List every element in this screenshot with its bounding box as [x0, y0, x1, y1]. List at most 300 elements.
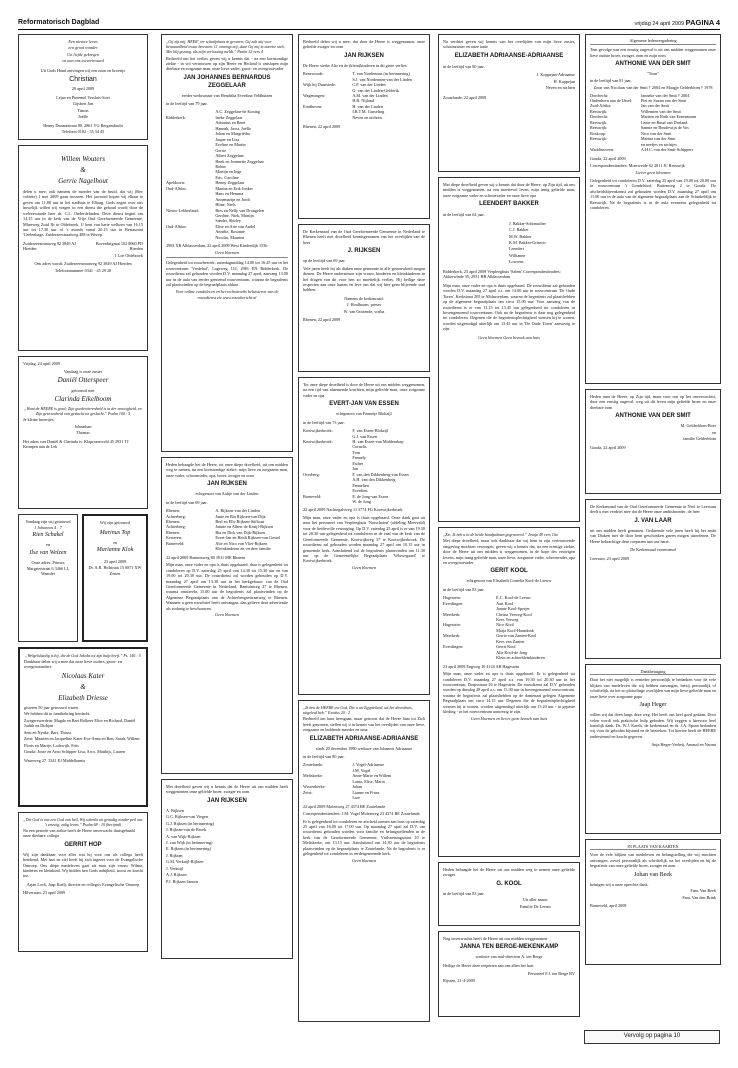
- family-member: P.J. Rijksen-Jansen: [166, 878, 198, 884]
- obituary-adriaanse-sister: [438, 34, 580, 172]
- family-row: [166, 546, 288, 551]
- family-row: [303, 115, 425, 120]
- section-title: Dankbetuiging: [590, 669, 716, 675]
- address: Het adres van Daniël & Clarinda is: Klaprozenveld 45 2931 TJ Krimpen aan de Lek: [23, 438, 129, 450]
- address: 22 april 2009 Bantuinweg 80 3911 ME Rhenen: [166, 554, 246, 560]
- bride-name: Marianne Klok: [96, 547, 134, 554]
- family-place: Eindhoven:: [303, 103, 323, 109]
- body: uit ons midden heeft genomen. Gedurende vele jaren heeft hij het ambt van Diaken met de door hem geschonken gaven mogen uitoefenen. De Heere bekrachtige deze roepstem aan ons harte.: [590, 527, 716, 544]
- address: 2983 XR Alblasserdam, 22 april 2009 West Kinderdijk 153b: [166, 243, 268, 249]
- funeral-details: Mijn man, onze vader en opa is thuis opgebaard. De rouwdienst zal gehouden worden D.V. maandag 27 april a.s. om 14.00 uur in rouwcentrum 'De Oude Toren', Kerkstraat 205 te Alblasserdam, waarna de begrafenis zal plaatshebben op de algemene begraafplaats om circa 15.00 uur. Voor aanvang van de rouwdienst is er van 13.15 tot 13.45 uur gelegenheid tot condoleren in bovengenoemd rouwcentrum. Ook na de begrafenis is daar nog gelegenheid tot condoleren. Degenen die de begrafenisplechtigheid wensen bij te wonen, worden uitgenodigd uiterlijk om 13.45 uur in 'De Oude Toren' aanwezig te zijn.: [443, 282, 575, 332]
- family-member: Gerrie van Zanten-Kool: [496, 633, 537, 639]
- intro: Bedroefd om haar heengaan, maar getroost dat de Heere haar tot Zich heeft genomen, stellen wij u in kennis van het overlijden van onze lieve, zorgzame en biddende moeder en oma: [303, 716, 425, 733]
- family-member: Hiine, Niels: [215, 202, 236, 208]
- signature: Fam. Van den Brink: [682, 894, 716, 900]
- wife-name: Elizabeth Driesse: [58, 693, 108, 702]
- and: en: [46, 542, 50, 548]
- family-member: G.M. Verkuijl-Rijksen: [166, 859, 204, 865]
- spouse-note: eerder weduwnaar van Hendrika Everdina Veldhuizen: [181, 92, 273, 98]
- family-line: Sem en Nynke, Bart, Thirza: [24, 729, 71, 735]
- obituary-van-der-smit: [585, 34, 721, 384]
- family-line: Zwagerswerdein: Magda en Bart Bolkeer Elise en Richard, Daniël Judith en Dirkjan: [24, 717, 136, 729]
- family-row: [303, 499, 425, 504]
- and: en: [113, 539, 117, 545]
- poem-line: een groot wonder: [68, 45, 98, 51]
- family-member: Eric, Caroline: [215, 174, 239, 180]
- intro: Nog onverwachts heeft de Heere uit ons midden weggenomen: [443, 936, 548, 941]
- obituary-kool: [438, 527, 580, 857]
- family-member: Fennelien: [352, 482, 369, 488]
- deceased-name: ANTHONIE VAN DER SMIT: [615, 413, 691, 420]
- family-list: [166, 109, 288, 240]
- flowers-note: Geen bloemen: [351, 857, 377, 863]
- family-member: Martien en Ruth van Eenennaam: [640, 114, 696, 120]
- family-member: J. Rijksen-van de Broek: [166, 827, 207, 833]
- flowers-note: Geen bloemen: [214, 249, 240, 255]
- family-place: Everdingen:: [443, 644, 464, 650]
- signature: H. Koppejan: [553, 78, 575, 84]
- signature: Fam. Van Beek: [690, 888, 716, 894]
- body: Vele jaren heeft hij als diaken onze gemeente in alle getrouwheid mogen dienen. De Heere ondersteune zijn vrouw, kinderen en kleinkinderen in het dragen van dit voor hen zo moeitelijk verlies. Hij heilige deze respecten aan onze harten en leve ons dat wij hier geen blijvende stad hebben.: [303, 265, 425, 293]
- age: in de leeftijd van 83 jaar.: [443, 586, 485, 592]
- verse: „Zie, Ik heb u in de beide handpalmen gegraveerd.” Jesaja 49 vers 16a: [443, 532, 558, 537]
- deceased-name: J. VAN LAAR: [634, 517, 672, 524]
- family-row: [590, 147, 716, 152]
- family-member: Sannie en Boudewijn de Vos: [640, 125, 689, 131]
- column-5: [585, 34, 721, 1030]
- family-member: Fennely: [352, 455, 366, 461]
- intro: Met droefheid geven wij u kennis dat de Heere uit ons midden heeft weggenomen onze geliefde broer, zwager en oom: [166, 784, 288, 795]
- spouse-note: echtgenoot van Elisabeth Cornelia Kool-de Leeuw: [466, 578, 552, 584]
- age: in de leeftijd van 80 jaar.: [443, 63, 485, 69]
- family-place: Barneveld:: [166, 540, 185, 546]
- spouse-note: echtgenoot van Aaltje van der Linden: [195, 491, 259, 497]
- family-member: I.B.T.M. Gasseling: [352, 109, 385, 115]
- obituary-hop: [18, 812, 148, 952]
- obituary-rijksen: [161, 457, 293, 774]
- family-line: Zeist: Maarten en Jacqueline Kater Eva-Anna en Ben, Sarah, Willem: [24, 736, 140, 742]
- family-member: F. van den Dikkenberg-van Essen: [352, 471, 409, 477]
- family-member: Jannie Kool-Sperjer: [496, 606, 530, 612]
- age: in de leeftijd van 69 jaar.: [166, 499, 208, 505]
- family-member: E. de Jong-van Essen: [352, 493, 389, 499]
- parents: Lejan en Pietemel Versluis-Soet: [56, 94, 110, 100]
- funeral-details: Mijn man, onze vader en opa is thuis opgebaard. Er is gelegenheid tot condoleren D.V. maandag 27 april a.s. van 19.30 tot 20.30 uur in het rouwcentrum, Dorpsstraat 26 te Hagestein. De rouwdienst zal D.V. gehouden worden op dinsdag 28 april a.s. om 13.30 uur in bovengenoemd rouwcentrum, waarna de begrafenis zal plaatshebben op de dantenaat gelegen Algemene Begraafplaats om circa 14.15 uur. Degenen die de begrafenisplechtigheid wensen bij te wonen, worden uitgenodigd uiterlijk om 13.20 uur - in gepaste kleding - in het rouwcentrum aanwezig te zijn.: [443, 671, 575, 715]
- family-member: Anne-Marie en Willem: [352, 773, 392, 779]
- page-info: [635, 18, 720, 28]
- bible-ref: 1 Johannes 4 : 7: [34, 524, 62, 530]
- family-member: Jasper en Lisa: [215, 136, 240, 142]
- family-list: [303, 762, 425, 800]
- family-place: Meliskerke:: [303, 773, 324, 779]
- body: Wij zijn dankbaar voor alles wat hij voor ons als collega heeft betekend. Met hart en ziel heeft hij zich ingezet voor de Evangelische Omroep. Ons diepe medeleven gaat uit naar zijn vrouw Wilma, kinderen en kleinkind. Wij bidden hen Gods nabijheid, troost en kracht toe.: [23, 851, 143, 879]
- deceased-name: JAN RIJKSEN: [344, 52, 384, 59]
- family-place: [443, 655, 493, 660]
- family-place: Everdingen:: [443, 600, 464, 606]
- family-member: Gerrit Kool: [496, 644, 516, 650]
- place-date: Hilversum, 23 april 2009: [23, 890, 66, 896]
- family-member: A.H.C. van der Smit-Schippers: [640, 147, 694, 153]
- family-member: Lianne en Frans: [352, 789, 380, 795]
- ampersand: &: [80, 165, 86, 174]
- family-place: [166, 546, 212, 551]
- poem: [23, 39, 143, 64]
- intro: Met diepe droefheid geven wij u kennis dat door de Heere, op Zijn tijd, uit ons midden is weggenomen, na een moeitevol leven, mijn innig geliefde man, onze zorgzame vader en schoonvader en onze lieve opa: [443, 182, 575, 198]
- groom-name: Daniël Otterspeer: [57, 376, 109, 385]
- poem-line: Een nieuwe leven: [68, 39, 98, 44]
- family-place: Zeist:: [303, 789, 313, 795]
- deceased-name: Johan van Beek: [634, 871, 672, 878]
- family-member: A.H. van den Dikkenberg: [352, 477, 396, 483]
- family-place: Boskoop:: [590, 130, 607, 136]
- family-member: E. Rijksen (in herinnering): [166, 846, 211, 852]
- deceased-name: ELIZABETH ADRIAANSE-ADRIAANSE: [309, 735, 419, 742]
- obituary-rijksen-inlaws: [298, 34, 430, 219]
- family-member: J. Rijksen: [166, 852, 183, 858]
- family-member: M.W. Bakker: [509, 233, 532, 239]
- deceased-name: GERRIT HOP: [64, 841, 102, 848]
- family-member: G. van der Linden-Gelderik: [352, 87, 399, 93]
- sibling: Timon: [77, 107, 89, 113]
- age: in de leeftijd van 81 jaar,: [590, 77, 632, 83]
- family-member: Robin: [215, 163, 226, 169]
- flowers-note: Geen bloemen Geen bezoek aan huis: [478, 334, 540, 340]
- family-member: Sander, Shirley: [215, 218, 242, 224]
- date-line: Vrijdag, 24 april 2009: [23, 360, 60, 366]
- signature: Thomas: [76, 430, 90, 436]
- spouse-note: echtgenoot van Fennetje Blokzijl: [336, 411, 392, 417]
- obituary-church-rhenen: [298, 224, 430, 372]
- family-list: [443, 221, 575, 265]
- family-member: A. van Wijk-Rijksen: [166, 833, 201, 839]
- flowers-note: Liever geen bloemen: [635, 170, 671, 176]
- family-place: [303, 499, 349, 504]
- intro: Vandaag zijn wij getrouwd: [25, 518, 71, 524]
- family-member: T. van Nordennen (in herinnering): [352, 71, 410, 77]
- family-place: Achterberg:: [166, 524, 186, 530]
- signature: en: [712, 429, 716, 435]
- address: 22 april 2009 Nachtegalsweg 11 3774 PG Kootwijkerbroek: [303, 507, 403, 513]
- family-member: C.F. van der Linden: [352, 82, 386, 88]
- age: in de leeftijd van 83 jaar.: [443, 890, 485, 896]
- age: in de leeftijd van 79 jaar.: [166, 100, 208, 106]
- address: Ridderkerk, 23 april 2009 Verpleeghuis 'Salem' Correspondentieadres: Akkerwinde 35, 2931 HB Alblasserdam: [443, 268, 561, 280]
- sibling: Gijsbert Jan: [72, 101, 94, 107]
- more: willen wij dat doen langs deze weg. Het heeft ons heel goed gedaan. Door velen wordt ook praktische hulp geboden. Wij zeggen u hiervoor heel hartelijk dank. Ds. W.J. Karels, de kerkenraad en dr. J.A. Spaan bedanken wij voor de geboden bijstand en de bezoeken. Tot hiertoe heeft de HEERE ondersteund en kracht gegeven.: [590, 712, 716, 739]
- family-member: Willianne: [509, 252, 526, 258]
- family-member: S.J. van Nordennen-van der Linden: [352, 76, 412, 82]
- place-date: Rhenen, 22 april 2009: [303, 317, 341, 323]
- verse: „Gij zijt mij, HEER', ter schuilplaats in gevaren; Gij zult mij voor benauwdheid trouw bewaren. G' omringt mij, daar Gij mij in nueeite stelt, Met blij gezang, als mijn verlossing meldt.” Psalm 32 vers 4: [166, 39, 285, 55]
- family-list: [166, 808, 288, 884]
- family-member: W. de Jong: [352, 498, 371, 504]
- wish: Je kleine broertjes,: [23, 417, 55, 423]
- golden-wedding: [18, 647, 148, 807]
- page-number: 4: [715, 17, 720, 27]
- anniversary-text: gisteren 50 jaar getrouwd waren.: [24, 704, 79, 710]
- family-member: Henny Zeggelaar: [215, 180, 245, 186]
- telephone: Telefoon 0182 - 35 34 45: [61, 129, 105, 135]
- intro: Vandaag is onze zuster: [63, 368, 103, 374]
- celebration: We hebben dit in familiekring herdacht.: [24, 711, 91, 717]
- family-member: Bia en Dick van Dijk-Rijksen: [215, 529, 266, 535]
- family-member: J. Bakker-Schimacher: [509, 220, 546, 226]
- deceased-name: EVERT-JAN VAN ESSEN: [329, 401, 399, 408]
- birth-announcement: [18, 34, 148, 140]
- child-name: Christian: [69, 76, 97, 84]
- thanks-heger: [585, 664, 721, 834]
- family-member: J. Verkuijl: [166, 865, 184, 871]
- family-place: Reeuwijk:: [590, 108, 608, 114]
- deceased-name: JAN RIJKSEN: [207, 481, 247, 488]
- family-member: Eveline en Martin: [215, 142, 246, 148]
- place-date: Zoutelande, 22 april 2009: [443, 94, 487, 100]
- family-member: Alie en Nico van Vliet-Rijksen: [215, 540, 268, 546]
- family-member: Aart Kool: [496, 600, 514, 606]
- spouse-note: sinds 20 december 1990 weduwe van Johannis Adriaanse: [315, 745, 413, 751]
- family-member: Janie en Bia Rijksen-van Dijk: [215, 513, 266, 519]
- family-list: [303, 71, 425, 120]
- intro: Wij zijn getrouwd: [99, 519, 131, 525]
- body: Voor de vele blijken van medeleven en belangstelling die wij mochten ontvangen, zowel persoonlijk als schriftelijk, na het overlijden en bij de begrafenis van onze geliefde broer, zwager en oom: [590, 852, 716, 869]
- parents-note: Zoon van Nicolaas van der Smit † 2004 en Maagje Gelderblom † 1978: [593, 85, 713, 91]
- obituary-van-essen: [298, 377, 430, 695]
- family-member: G.J. van Essen: [352, 433, 378, 439]
- family-place: Achterberg:: [166, 513, 186, 519]
- address: Henny Dunantstraat 80, 2861 VG Bergambacht: [43, 122, 123, 128]
- funeral-details: Gelegenheid tot rouwbezoek: zaterdagmiddag 14.00 tot 16.45 uur in het rouwcentrum 'Vredehof', Lageweg 114, 2981 EN Ridderkerk. De rouwdienst zal gehouden worden D.V. maandag 27 april, aanvang 13.00 uur in de aula van eerder genoemd rouwcentrum, waarna de begrafenis zal plaatsvinden op de begraafplaats aldaar.: [166, 260, 288, 288]
- section-title: IN PLAATS VAN KAARTEN: [590, 844, 716, 850]
- family-place: Dordrecht:: [590, 92, 609, 98]
- two-weddings: [18, 514, 148, 642]
- family-member: H. van der Linden: [352, 103, 383, 109]
- family-member: Klein en achterkleinkinderen: [496, 655, 545, 661]
- family-place: Rhenen:: [166, 529, 180, 535]
- intro: Heden nam de Heere, op Zijn tijd, maar voor ons op het onverwachtst, door een ernstig ongeval, weg uit dit leven mijn geliefde broer en onze dierbare oom: [590, 394, 716, 410]
- family-place: Rhenen:: [166, 508, 180, 514]
- family-member: Esther: [352, 460, 364, 466]
- deceased-name: LEENDERT BAKKER: [479, 201, 539, 208]
- family-place: Apeldoorn:: [166, 180, 186, 186]
- age: op de leeftijd van 69 jaar.: [303, 258, 346, 264]
- groom-name: Willem Wouters: [61, 154, 105, 163]
- family-member: Willemien van der Smit: [640, 108, 681, 114]
- family-place: [303, 795, 349, 800]
- wedding-otterspeer: [18, 356, 148, 509]
- deceased-name: GERIT KOOL: [490, 568, 528, 575]
- family-member: F. van Essen-Blokzijl: [352, 428, 389, 434]
- obituary-bakker: [438, 177, 580, 522]
- family-row: [166, 235, 288, 240]
- correspondence: Correspondentieadres: Moerweide 62 2811 JC Reeuwijk: [590, 162, 685, 168]
- husband-name: Nicolaas Kater: [61, 671, 105, 680]
- family-member: Laura, Elise, Maria: [352, 778, 385, 784]
- verse: „Die God is ons een God van heil, Wij schenkt uit genadig zonder peil ons 't eeuwig, zalig leven.” Psalm 68 : 10 (berijmd): [23, 816, 143, 827]
- family-member: H. van Essen-van Middendorp: [352, 438, 404, 444]
- place-date: Leersum, 23 april 2009: [590, 555, 630, 561]
- family-place: [166, 235, 212, 240]
- intro: Bedroefd delen wij u mee, dat door de Heere is weggenomen, onze geliefde zwager en oom: [303, 39, 425, 50]
- family-place: Oud-Alblas:: [166, 185, 187, 191]
- family-member: Albert Zeggelaar: [215, 153, 244, 159]
- addresses: [23, 241, 143, 252]
- signature: Personeel F.J. ten Berge BV: [527, 971, 575, 977]
- column-3: [298, 34, 430, 1030]
- family-member: E.C. Kool-de Leeuw: [496, 595, 531, 601]
- birth-date: 20 april 2009: [71, 86, 95, 92]
- ampersand: &: [80, 682, 86, 691]
- groom-address: Zuiderzeestraatweg 92 3849 AJ Hierden: [23, 240, 76, 252]
- obituary-rijksen-family: [161, 779, 293, 959]
- family-member: J. Vogel-Adriaanse: [352, 762, 385, 768]
- age: in de leeftijd van 80 jaar.: [303, 753, 345, 759]
- family-place: Barneveld:: [303, 493, 322, 499]
- funeral-details: Mijn man, onze vader en opa is thuis opgebaard, daar is gelegenheid tot condoleren op D.V. zaterdag 25 april van 14.30 tot 15.30 uur en van 19.00 tot 20.30 uur. De rouwdienst zal worden gehouden op D.V. maandag 27 april om 13.30 uur in het kerkgebouw van de Oud Gereformeerde Gemeente in Nederland, Bantuinweg 27 te Rhenen, waarna omstreeks 15.00 uur de begrafenis zal plaatsvinden op de Algemene Begraafplaats aan de Achterbergsestraatweg te Rhenen. Wanneer u geen rouwbrief heeft ontvangen, dan gelieve deze advertentie als zodanig te beschouwen.: [166, 562, 288, 611]
- family-member: A. Rijksen-van der Linden: [215, 508, 261, 514]
- intro: Dankbaar delen wij u mee dat onze lieve ouders, groot- en overgrootouders: [24, 658, 122, 670]
- deceased-name: Jaap Heger: [639, 702, 667, 709]
- family-member: Adrianus en Bené: [215, 120, 246, 126]
- family-member: A. Rijksen: [166, 807, 184, 813]
- family-member: Martijn en Inge: [215, 169, 242, 175]
- body: Daar het niet mogelijk is eenieder persoonlijk te bedanken voor de vele blijken van medeleven die wij hebben ontvangen, hetzij persoonlijk of schriftelijk, na het zo plotselinge overlijden van mijn lieve geliefde man en onze lieve over zorgzame papa: [590, 677, 716, 699]
- bride-address: Bovenbrigmat 102 8060 PD Hierden: [95, 240, 143, 252]
- family-list: [303, 428, 425, 504]
- family-member: Everdien: [352, 488, 368, 494]
- wedding-announcement: [18, 145, 148, 351]
- poem-line: en aan ons toevertrouwd: [62, 58, 104, 64]
- family-member: G.C. Rijksen-van Viegen: [166, 814, 209, 820]
- family-member: Berl en Elly Rijksen-Süfhout: [215, 518, 265, 524]
- family-place: Nieuw-Lekkerland:: [166, 207, 199, 213]
- body: Heilige de Heere deze reeperten aan ons allen het hart.: [443, 962, 535, 968]
- deceased-name: JAN RIJKSEN: [207, 797, 247, 804]
- family-member: Gerdine, Niek, Martijn: [215, 213, 254, 219]
- family-place: Hagestein:: [443, 595, 461, 601]
- family-member: Lowrens: [509, 259, 524, 265]
- family-member: Lenie en Ruud van Dorland: [640, 119, 688, 125]
- family-place: Waddinxveen:: [590, 147, 615, 153]
- mid-line: getrouwd met: [71, 387, 95, 393]
- family-member: Tom: [352, 449, 360, 455]
- family-list: [166, 508, 288, 552]
- age: in de leeftijd van 73 jaar.: [303, 419, 345, 425]
- deceased-name: J. RIJKSEN: [347, 248, 381, 255]
- wedding-top: [82, 514, 148, 642]
- deceased-name: JANNA TEN BERGE-MEKENKAMP: [459, 944, 559, 951]
- newspaper-name: Reformatorisch Dagblad: [18, 18, 100, 26]
- deceased-name: ANTHONIE VAN DER SMIT: [615, 61, 691, 68]
- family-place: Meerkerk:: [443, 633, 461, 639]
- family-member: Jan van der Smit: [640, 103, 669, 109]
- family-member: Kleinkinderen en verdere familie: [215, 546, 271, 552]
- family-place: Reeuwijk:: [590, 125, 608, 131]
- poem-line: Uit liefde gekregen: [67, 51, 99, 57]
- family-member: Cornelis: [352, 444, 367, 450]
- signature: Namens de kerkenraad:: [344, 295, 384, 301]
- family-member: Gerrie: [215, 147, 227, 153]
- family-place: Overberg:: [303, 471, 320, 477]
- obituary-zeggelaar: [161, 34, 293, 452]
- funeral-details: Mijn man, onze vader en opa is thuis opgebaard. Onze dank gaat uit naar het personeel van Verpleeghuis 'Norschoten' (afdeling Meerveld) voor de liefdevolle verzorging. Op D.V. zaterdag 25 april is er van 19.30 tot 20.30 uur gelegenheid tot condoleren in de zaal van de kerk van de Gereformeerde Gemeente, Kootwijkweg 57 te Kootwijkerbroek. De rouwdienst zal gehouden worden maandag 27 april om 10.15 uur in genoemde kerk. Aansluitend zal de begrafenis plaatsvinden om 11.30 uur op de Gemeentelijke Begraafplaats 'Veluwegaard' te Kootwijkerbroek.: [303, 514, 425, 564]
- family-place: Ridderkerk:: [166, 114, 187, 120]
- signature: familie Gelderblom: [683, 436, 716, 442]
- groom-name: Marinus Top: [99, 529, 131, 536]
- address: 23 april 2009 Engweg 10 4124 AB Hagestein: [443, 663, 520, 669]
- family-member: J. van Wijk (in herinnering): [166, 839, 213, 845]
- date: 23 april 2009: [103, 559, 127, 565]
- spouse-note: weduwe van mul-directeur A. ten Berge: [475, 954, 543, 960]
- family-member: Johan: [352, 784, 363, 790]
- family-place: Dordrecht:: [590, 114, 609, 120]
- flowers-note: Geen bloemen en liever geen bezoek aan huis: [470, 715, 548, 721]
- family-place: [303, 115, 349, 120]
- correspondence: Correspondentieadres: J.M. Vogel Molenweg 23 4374 BE Zoutelande: [303, 811, 420, 817]
- nickname: "Toon": [647, 71, 659, 77]
- family-member: Hannah, Joost, Joëlle: [215, 125, 251, 131]
- intro: Heden behaagde het de Heere, tot onze diepe droefheid, uit ons midden weg te nemen, na een kortstondige ziekte, mijn lieve en zorgzame man, onze vader, schoonvader, opa, broer, zwager en oom: [166, 462, 288, 478]
- signature: Familie De Leeuw: [519, 903, 551, 909]
- family-member: Ries en Nelly van Drongelen: [215, 207, 264, 213]
- column-4: [438, 34, 580, 1030]
- family-place: Hagestein:: [443, 622, 461, 628]
- wedding-schakel: [18, 514, 78, 642]
- continued-link[interactable]: Vervolg op pagina 10: [584, 1030, 720, 1044]
- obituary-van-der-smit-family: [585, 389, 721, 494]
- family-place: Reeuwijk:: [590, 136, 608, 142]
- flowers-note: Geen bloemen: [214, 612, 240, 618]
- intro: De Kerkenraad van de Oud Gereformeerde Gemeente in Ned. te Leersum deelt u met verdriet mee dat de Heere onze ambtsbroeder, de heer: [590, 504, 716, 515]
- family-member: Ineke Zeggelaar: [215, 114, 243, 120]
- family-place: Meerkerk:: [443, 611, 461, 617]
- intro: Heden behaagde het de Heere uit ons midden weg te nemen onze geliefde zwager: [443, 867, 575, 878]
- family-member: K.M. Bakker-Grinwis: [509, 239, 546, 245]
- family-member: C.J. Bakker: [509, 227, 529, 233]
- family-member: Neven en nichten: [352, 114, 382, 120]
- family-place: Wageningen:: [303, 92, 325, 98]
- family-member: H.B. Nijland: [352, 98, 374, 104]
- bride-name: Ilse van Welzen: [29, 549, 67, 556]
- signature: J. Hoolboom, preses: [346, 302, 382, 308]
- family-place: Rhenen:: [166, 518, 180, 524]
- family-member: Johan en Margriëtho: [215, 131, 250, 137]
- address: Dr. A.R. Holstraat 15 6871 XW Zetten: [88, 565, 142, 576]
- family-member: A.J. Rijksen: [166, 872, 187, 878]
- family-list: [590, 93, 716, 153]
- family-member: Nico van der Smit: [640, 130, 672, 136]
- page-header: [18, 18, 720, 30]
- family-member: Nicolas, Maarten: [215, 234, 245, 240]
- column-1: [18, 34, 148, 1030]
- intro: Tot onze diepe droefheid is door de Heere uit ons midden weggenomen, na een tijd van afnemende krachten, mijn geliefde man, onze zorgzame vader en opa: [303, 382, 425, 398]
- family-member: Alie Kool-de Jong: [496, 649, 528, 655]
- family-member: Evert-Jan en Heidi Rijksen-van Gessel: [215, 535, 281, 541]
- obituary-ten-berge: [438, 931, 580, 1017]
- family-member: G.J. Rijksen (in herinnering): [166, 820, 215, 826]
- thanks-van-beek: [585, 839, 721, 965]
- signature: Neven en nichten: [545, 85, 575, 91]
- intro: Na verdriet geven wij kennis van het overlijden van mijn lieve zuster, schoonzuster en onze tante: [443, 39, 575, 50]
- family-list: [443, 595, 575, 660]
- obituary-adriaanse: [298, 700, 430, 1022]
- family-place: Zuid-Afrika:: [590, 103, 612, 109]
- signature: Arjan Lock, Jaap Koelj, directie en collega's Evangelische Omroep: [26, 881, 140, 887]
- column-2: [161, 34, 293, 1030]
- address: Onze adres: Prinses Margrietstraat 6 3466 LL Waarder: [26, 560, 70, 577]
- family-place: Reeuwijk:: [590, 119, 608, 125]
- wish: De Heere sterke Alie en de (klein)kinderen in dit grote verlies.: [303, 62, 408, 68]
- family-member: Christa Verweg-Kool: [496, 611, 532, 617]
